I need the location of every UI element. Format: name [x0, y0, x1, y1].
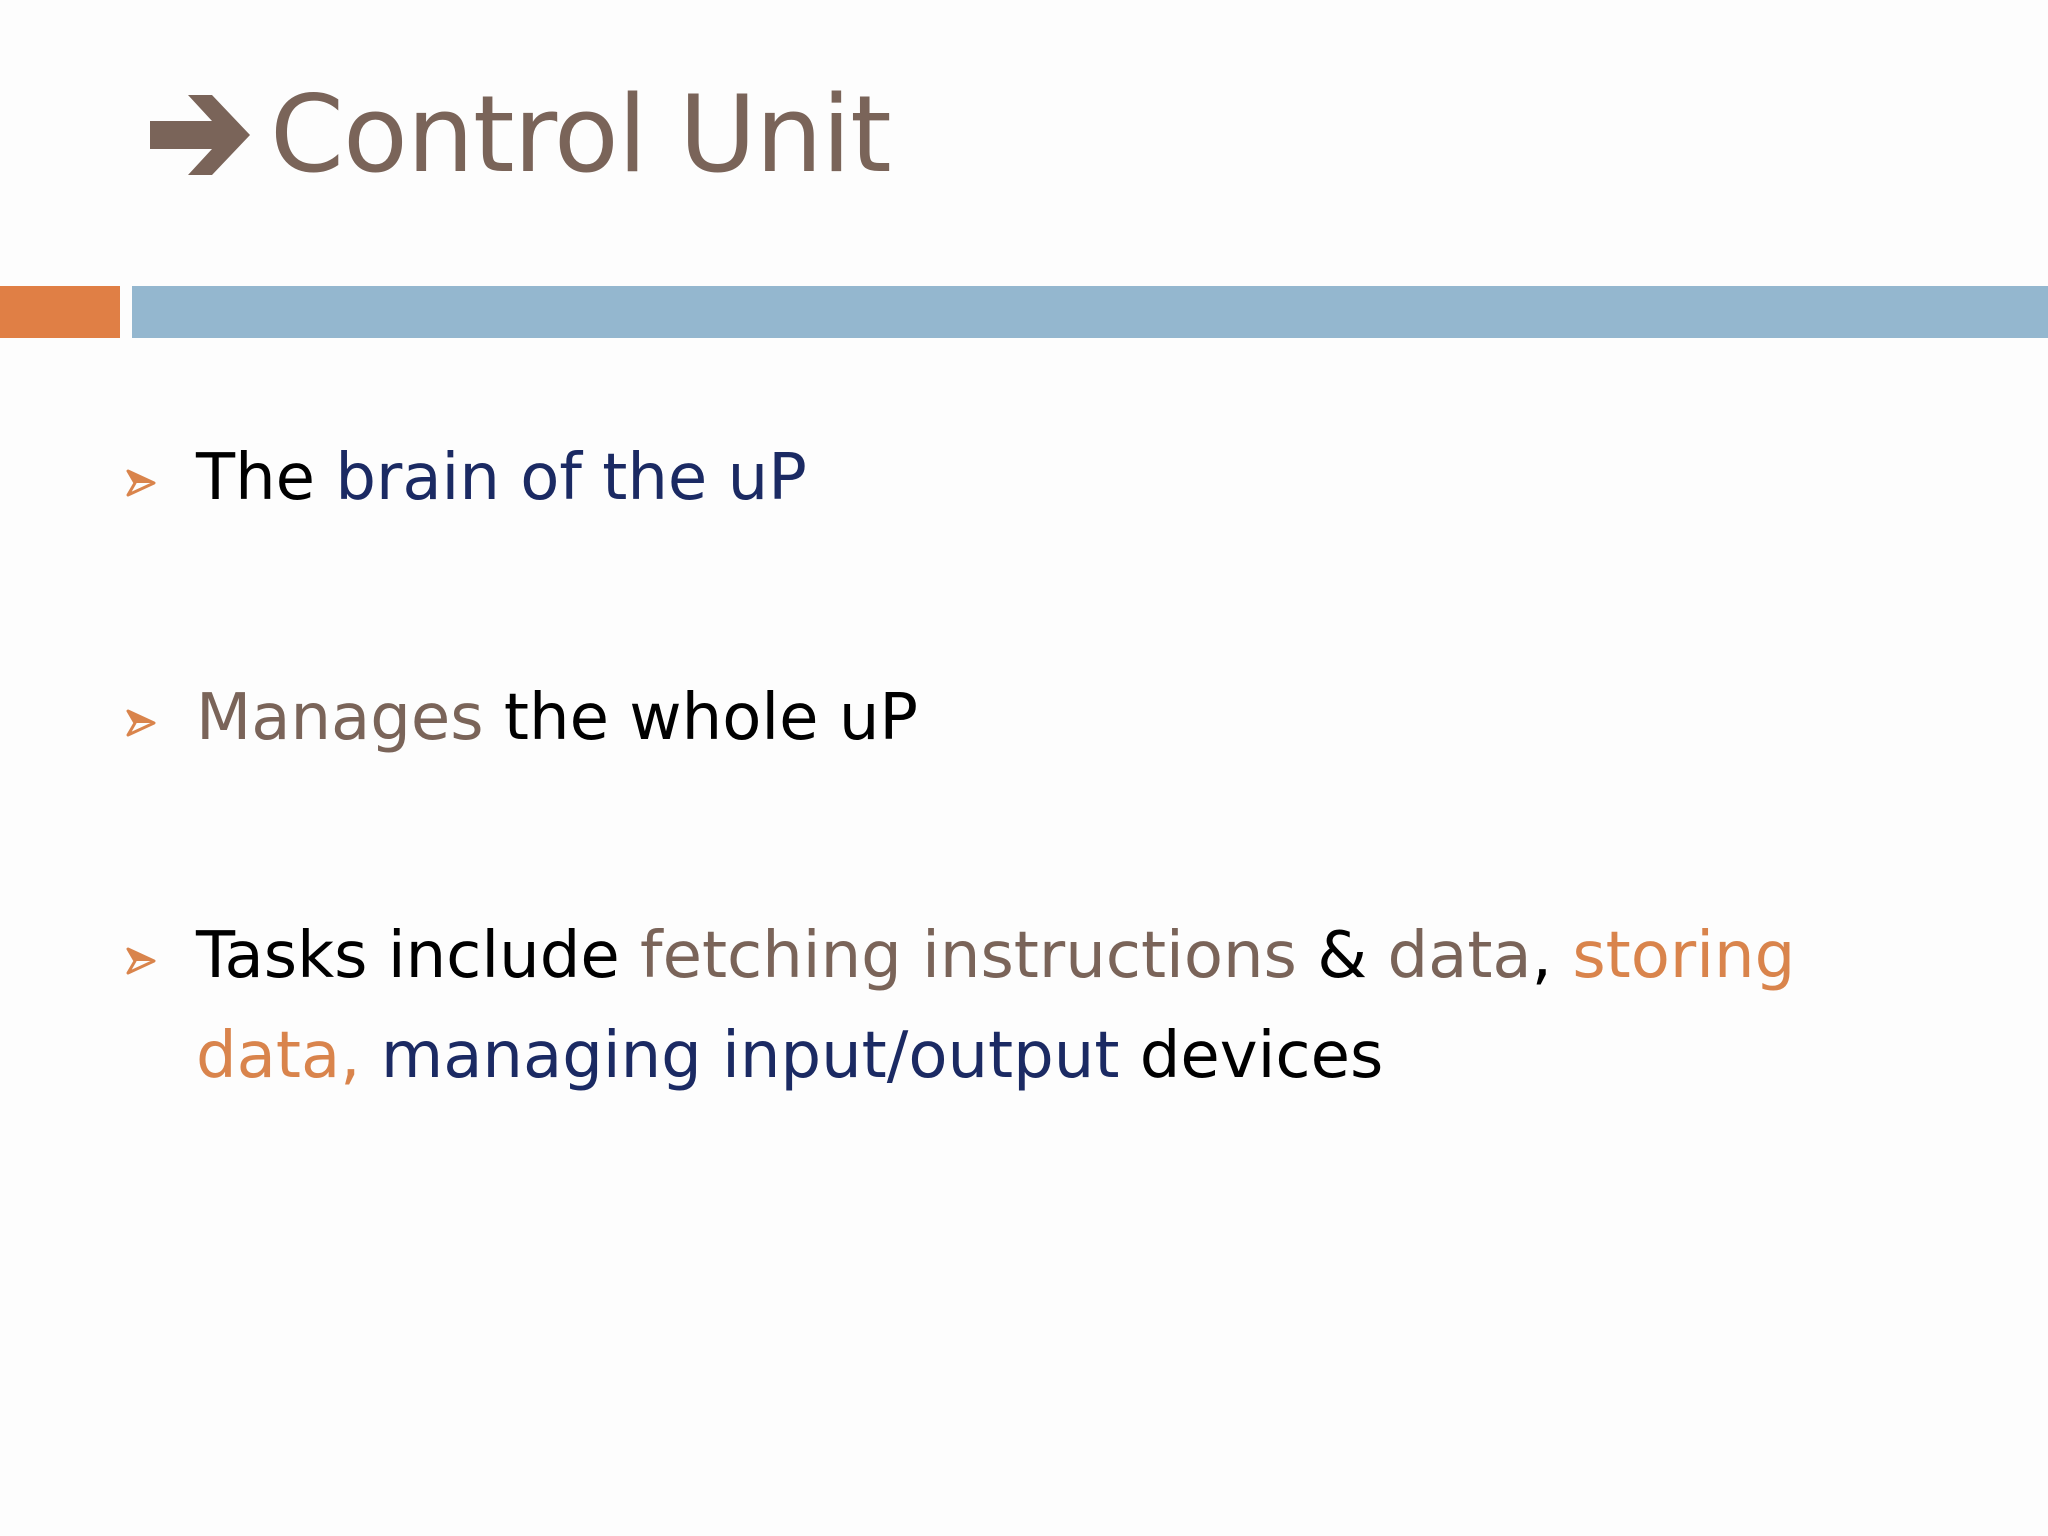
bullet-text: [196, 668, 1916, 768]
right-arrow-icon: [150, 87, 264, 183]
bullet-segment: Manages: [196, 681, 484, 755]
accent-bar-orange: [0, 286, 120, 338]
bullet-segment: brain of the uP: [335, 441, 807, 515]
bullet-segment: The: [196, 441, 336, 515]
bullet-segment: &: [1296, 919, 1388, 993]
bullet-segment: the whole uP: [483, 681, 918, 755]
chevron-right-icon: [126, 468, 156, 498]
slide-title-area: [150, 70, 891, 200]
bullet-segment: Tasks include: [196, 919, 641, 993]
bullet-segment: fetching instructions: [640, 919, 1297, 993]
bullet-segment: managing input/output: [360, 1019, 1120, 1093]
bullet-text: [196, 906, 1916, 1106]
bullet-text: [196, 428, 1916, 528]
accent-bar-blue: [132, 286, 2048, 338]
bullet-segment: data: [1387, 919, 1532, 993]
bullet-segment: ,: [1531, 919, 1573, 993]
chevron-right-icon: [126, 946, 156, 976]
bullet-segment: devices: [1119, 1019, 1384, 1093]
bullet-segment: storing data,: [196, 919, 1796, 1093]
chevron-right-icon: [126, 708, 156, 738]
slide-title: Control Unit: [270, 73, 891, 196]
